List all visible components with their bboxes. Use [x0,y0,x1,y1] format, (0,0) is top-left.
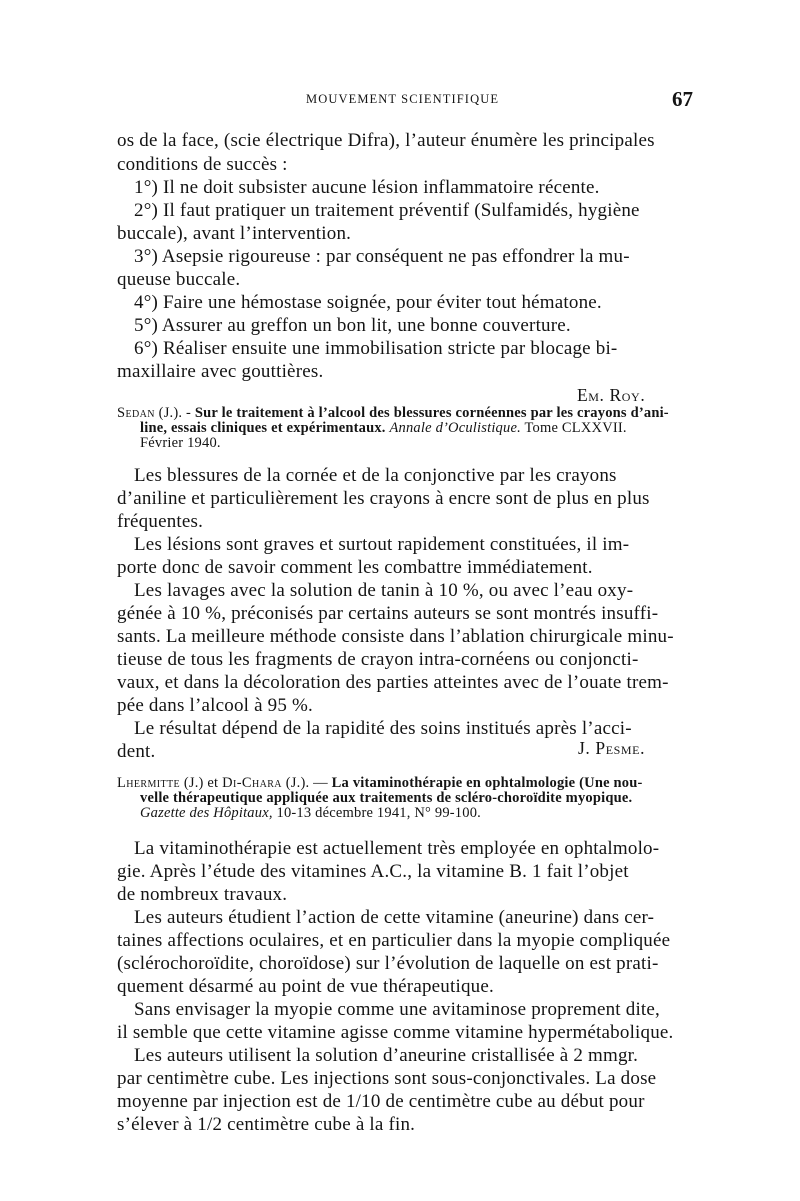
reference-line: velle thérapeutique appliquée aux traitements de scléro-choroïdite myopique. [140,790,633,806]
body-line: il semble que cette vitamine agisse comme vitamine hypermétabolique. [117,1022,674,1043]
body-line: taines affections oculaires, et en particulier dans la myopie compliquée [117,930,671,951]
reference-journal: Annale d’Oculistique. [389,420,521,436]
body-line: Les auteurs utilisent la solution d’aneurine cristallisée à 2 mmgr. [134,1045,639,1066]
body-line: La vitaminothérapie est actuellement très employée en ophtalmolo- [134,838,660,859]
body-line: queuse buccale. [117,269,241,290]
reference-line: Gazette des Hôpitaux, 10-13 décembre 1941, N° 99-100. [140,805,481,821]
body-line: quement désarmé au point de vue thérapeutique. [117,976,494,997]
body-line: fréquentes. [117,511,204,532]
body-line: porte donc de savoir comment les combattre immédiatement. [117,557,593,578]
body-line: 5°) Assurer au greffon un bon lit, une bonne couverture. [134,315,571,336]
body-line: génée à 10 %, préconisés par certains auteurs se sont montrés insuffi- [117,603,659,624]
body-line: dent. [117,741,156,762]
reference-title: La vitaminothérapie en ophtalmologie (Une nou- [331,775,643,791]
body-line: vaux, et dans la décoloration des parties atteintes avec de l’ouate trem- [117,672,669,693]
body-line: 6°) Réaliser ensuite une immobilisation stricte par blocage bi- [134,338,618,359]
body-line: Les auteurs étudient l’action de cette vitamine (aneurine) dans cer- [134,907,655,928]
body-line: 2°) Il faut pratiquer un traitement préventif (Sulfamidés, hygiène [134,200,640,221]
reference-line: Sedan (J.). - Sur le traitement à l’alcool des blessures cornéennes par les crayons d’ani- [117,405,669,421]
body-line: maxillaire avec gouttières. [117,361,324,382]
body-line: par centimètre cube. Les injections sont sous-conjonctivales. La dose [117,1068,657,1089]
body-line: os de la face, (scie électrique Difra), l’auteur énumère les principales [117,130,655,151]
reference-author: Di-Chara [222,775,282,791]
reference-date: Février 1940. [140,435,221,451]
body-line: Sans envisager la myopie comme une avitaminose proprement dite, [134,999,660,1020]
reference-line: line, essais cliniques et expérimentaux. Annale d’Oculistique. Tome CLXXVII. [140,420,627,436]
reference-author: Sedan [117,405,155,421]
running-title: MOUVEMENT SCIENTIFIQUE [306,92,500,106]
body-line: buccale), avant l’intervention. [117,223,352,244]
body-line: d’aniline et particulièrement les crayons à encre sont de plus en plus [117,488,650,509]
body-line: gie. Après l’étude des vitamines A.C., la vitamine B. 1 fait l’objet [117,861,629,882]
body-line: 4°) Faire une hémostase soignée, pour éviter tout hématone. [134,292,602,313]
body-line: s’élever à 1/2 centimètre cube à la fin. [117,1114,416,1135]
running-head [0,87,800,112]
author-signature: Em. Roy. [577,385,646,405]
author-signature: J. Pesme. [578,738,646,758]
body-line: 3°) Asepsie rigoureuse : par conséquent ne pas effondrer la mu- [134,246,630,267]
page-number: 67 [672,87,693,111]
body-line: (sclérochoroïdite, choroïdose) sur l’évolution de laquelle on est prati- [117,953,659,974]
body-line: sants. La meilleure méthode consiste dans l’ablation chirurgicale minu- [117,626,674,647]
body-line: Les lésions sont graves et surtout rapidement constituées, il im- [134,534,630,555]
body-line: pée dans l’alcool à 95 %. [117,695,313,716]
body-line: moyenne par injection est de 1/10 de centimètre cube au début pour [117,1091,645,1112]
body-line: de nombreux travaux. [117,884,288,905]
reference-title: Sur le traitement à l’alcool des blessures cornéennes par les crayons d’ani- [194,405,669,421]
reference-journal: Gazette des Hôpitaux, [140,805,273,821]
reference-author: Lhermitte [117,775,181,791]
body-line: 1°) Il ne doit subsister aucune lésion inflammatoire récente. [134,177,600,198]
body-line: Le résultat dépend de la rapidité des soins institués après l’acci- [134,718,632,739]
body-line: Les blessures de la cornée et de la conjonctive par les crayons [134,465,617,486]
body-line: tieuse de tous les fragments de crayon intra-cornéens ou conjoncti- [117,649,639,670]
reference-line: Lhermitte (J.) et Di-Chara (J.). — La vitaminothérapie en ophtalmologie (Une nou- [117,775,643,791]
body-line: Les lavages avec la solution de tanin à 10 %, ou avec l’eau oxy- [134,580,634,601]
body-line: conditions de succès : [117,154,288,175]
